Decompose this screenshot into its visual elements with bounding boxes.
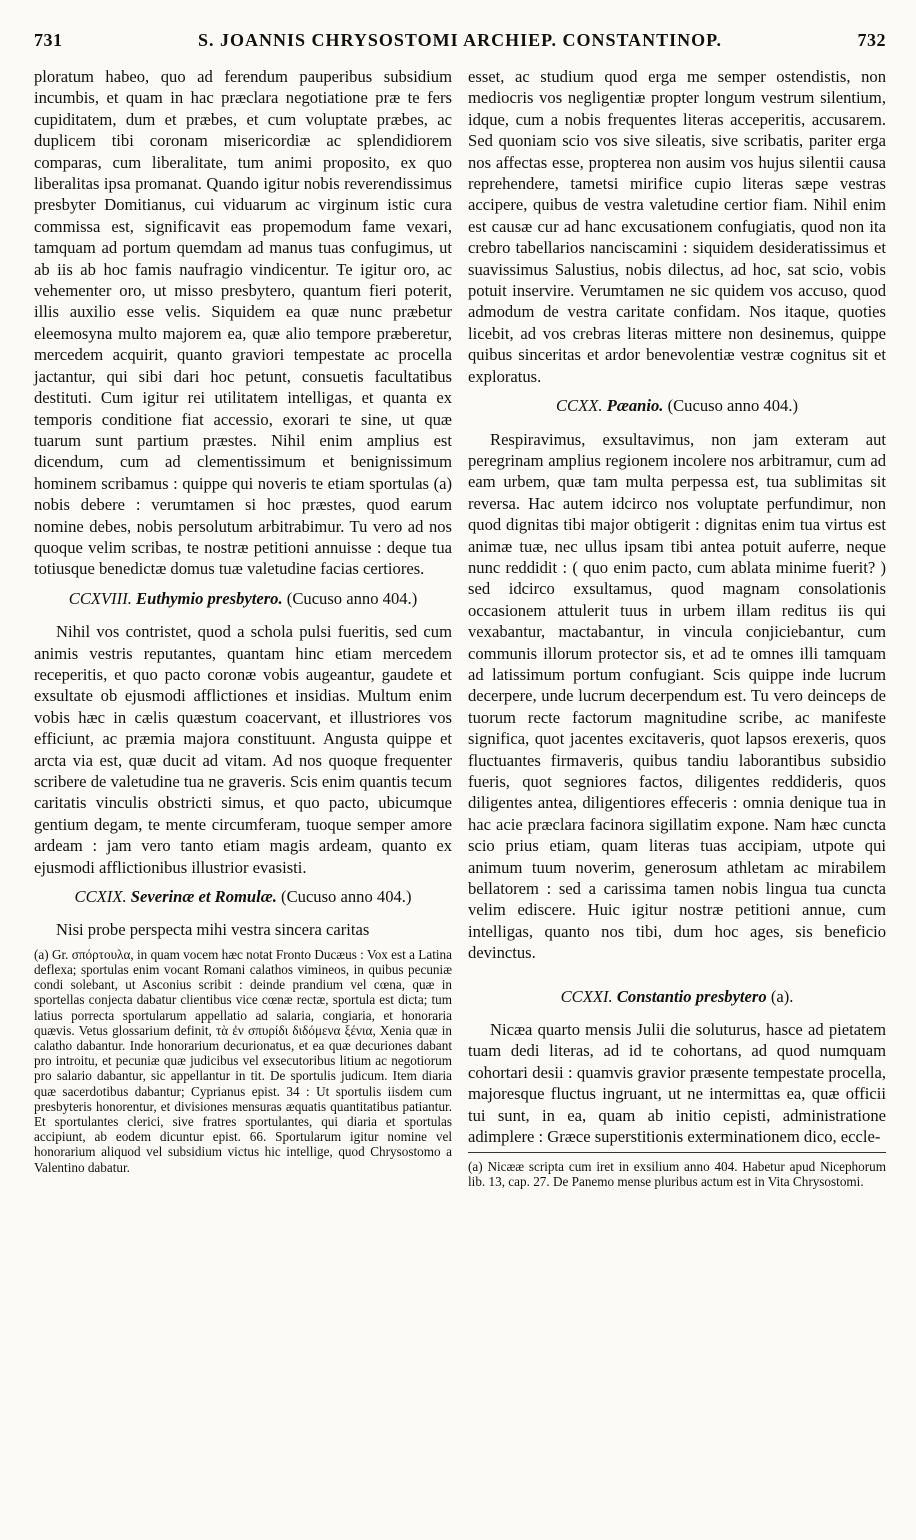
right-column bbox=[468, 66, 886, 1189]
page-number-left: 731 bbox=[34, 30, 63, 50]
page-number-right: 732 bbox=[857, 30, 886, 50]
letter-date: (Cucuso anno 404.) bbox=[286, 588, 418, 608]
letter-date: (Cucuso anno 404.) bbox=[667, 396, 798, 416]
letter-heading-ccxix bbox=[34, 886, 452, 907]
letter-heading-ccxx bbox=[468, 395, 886, 416]
letter-heading-ccxviii bbox=[34, 588, 452, 609]
letter-addressee: Euthymio presbytero. bbox=[136, 588, 283, 608]
running-title: S. JOANNIS CHRYSOSTOMI ARCHIEP. CONSTANTINOP. bbox=[198, 30, 722, 50]
letter-number: CCXXI. bbox=[560, 986, 613, 1006]
letter-body-ccxxi: Nicæa quarto mensis Julii die soluturus, hasce ad pietatem tuam dedi literas, ad id te cohortans, ad quod numquam cohortari desii : quamvis gravior præsente tempestate procella, majoresque fluctus ingruant, ut ne intermittas ea, quæ officii tui sunt, in ea, quam ab initio cepisti, administratione adimplere : Græce superstitionis exterminationem dico, eccle- bbox=[468, 1020, 886, 1147]
letter-continuation: esset, ac studium quod erga me semper ostendistis, non mediocris vos negligentiæ propter longum vestrum silentium, idque, cum a nobis frequentes literas acceperitis, accusarem. Sed quoniam scio vos sive sileatis, sive scribatis, pariter erga nos affectas esse, propterea non ausim vos hujus silentii causa reprehendere, tametsi mirifice cupio literas sæpe vestras accipere, quibus de vestra valetudine certior fiam. Nihil enim est causæ cur ad hanc excusationem confugiatis, quod non ita crebro tabellarios nanciscamini : siquidem desideratissimus et suavissimus Salustius, nobis dilectus, ad hoc, sat scio, vobis potuit inservire. Verumtamen ne sic quidem vos accuso, quod admodum de vestra caritate confidam. Nos itaque, quoties licebit, ad vos crebras literas mittere non desinemus, quippe quibus sinceritas et ardor benevolentiæ vestræ cognitus sit et exploratus. bbox=[468, 67, 886, 386]
spacer bbox=[468, 964, 886, 978]
letter-date: (a). bbox=[770, 986, 794, 1006]
letter-body-ccxviii: Nihil vos contristet, quod a schola pulsi fueritis, sed cum animis vestris reputantes, quantam hinc etiam mercedem receperitis, et quo pacto coronæ vobis augeantur, gaudete et exsultate ob ejusmodi afflictiones et insidias. Multum enim vobis hæc in cælis quæstum coacervant, et illustriores vos efficiunt, ac præmia majora constituunt. Angusta quippe et arcta via est, quæ ducit ad vitam. Ad nos quoque frequenter scribere de valetudine tua ne graveris. Scis enim quantis tecum caritatis vinculis obstricti simus, et quo pacto, ubicumque gentium degam, te mente circumferam, tuoque semper amore ardeam : jam vero tanto etiam magis ardeam, quanto ex ejusmodi afflictionibus illustrior evasisti. bbox=[34, 622, 452, 877]
left-column bbox=[34, 66, 452, 1189]
running-header bbox=[34, 30, 886, 60]
two-column-body bbox=[34, 66, 886, 1189]
footnote-rule bbox=[468, 1152, 886, 1153]
letter-addressee: Pæanio. bbox=[606, 396, 664, 416]
letter-addressee: Constantio presbytero bbox=[616, 986, 767, 1006]
letter-body-ccxix: Nisi probe perspecta mihi vestra sincera caritas bbox=[56, 920, 370, 940]
letter-body-ccxx: Respiravimus, exsultavimus, non jam exteram aut peregrinam amplius regionem incolere nos arbitramur, cum ad eam urbem, quæ tam multa perpessa est, tua sublimitas sit reversa. Hac autem idcirco nos voluptate perfundimur, non quod dignitas tibi major obtigerit : dignitas enim tua virtus est animæ tuæ, nec ullus ipsam tibi antea potuit auferre, neque nunc reddidit : ( quo enim pacto, cum ablata minime fuerit? ) sed idcirco exsultamus, quod magnam consolationis occasionem attulerit tuus in urbem illam reditus iis qui vexabantur, mactabantur, in vincula conjiciebantur, cum communis illorum protector sis, et ad te omnes illi tamquam ad latissimum portum confugiant. Scis quippe inde lucrum decerpere, unde lucrum decerpendum est. Tu vero deinceps de tuorum recte factorum magnitudine scribe, ac manifeste significa, quot jacentes excitaveris, quot lapsos erexeris, quos fluctuantes firmaveris, quibus tandiu laborantibus subsidio fueris, quot segniores factos, diligentes reddideris, quos diligentes antea, diligentiores effeceris : omnia denique tua in hac acie præclara facinora sigillatim expone. Nam hæc cuncta scio prius etiam, quam literas tuas accipiam, utpote qui animum tuum noverim, generosum athletam ac mirabilem bellatorem : sed a carissima tamen nobis lingua tua cuncta velim ediscere. Huic igitur nostræ petitioni annue, cum intelligas, quanto nos tibi, dum hoc ages, sis beneficio devinctus. bbox=[468, 429, 886, 963]
letter-date: (Cucuso anno 404.) bbox=[281, 887, 412, 907]
footnote-left: (a) Gr. σπόρτουλα, in quam vocem hæc notat Fronto Ducæus : Vox est a Latina deflexa; sportulas enim vocant Romani calathos vimineos, in quibus pecuniæ condi solebant, ut Asconius scribit : deinde prandium vel cœna, quæ in sportellas conjecta dabatur clientibus vice cœnæ rectæ, sportula est dicta; tum latius porrecta sportularum appellatio ad salaria, congiaria, et honoraria quævis. Vetus glossarium definit, τὰ ἐν σπυρίδι διδόμενα ξένια, Xenia quæ in calatho dabantur. Inde honorarium decurionatus, et ea quæ decuriones dabant pro introitu, et pecuniæ quæ judicibus vel exsecutoribus litium ac negotiorum pro salario dabantur, sic appellantur in tit. De sportulis judicum. Item diaria quæ sacerdotibus dabantur; Cyprianus epist. 34 : Ut sportulis iisdem cum presbyteris honorentur, et divisiones mensuras æquatis quantitatibus patiantur. Et sportulantes clerici, sive fratres sportulantes, qui diaria et sportulas accipiunt, ab eodem dicuntur epist. 66. Sportularum igitur nomine vel honorarium aliquod vel subsidium victus hic intellige, quod Chrysostomo a Valentino dabatur. bbox=[34, 946, 452, 1175]
letter-number: CCXIX. bbox=[74, 887, 127, 907]
letter-number: CCXX. bbox=[555, 396, 603, 416]
letter-number: CCXVIII. bbox=[68, 588, 132, 608]
letter-addressee: Severinæ et Romulæ. bbox=[130, 887, 277, 907]
footnote-right: (a) Nicææ scripta cum iret in exsilium anno 404. Habetur apud Nicephorum lib. 13, cap. 27. De Panemo mense pluribus actum est in Vita Chrysostomi. bbox=[468, 1158, 886, 1189]
letter-continuation: ploratum habeo, quo ad ferendum pauperibus subsidium incumbis, et quam in hac præclara negotiatione præ te fers cupiditatem, dum et præbes, et cum voluptate præbes, ac duplicem tibi coronam misericordiæ ac splendidiorem comparas, cum liberalitate, tum animi proposito, ex quo liberalitas ipsa promanat. Quando igitur nobis reverendissimus presbyter Domitianus, cui viduarum ac virginum istic cura commissa est, significavit eas propemodum fame vexari, tamquam ad portum quemdam ad manus tuas confugimus, ut ab iis ab hoc famis naufragio vindicentur. Te igitur oro, ac vehementer oro, ut misso presbytero, quantum fieri poterit, illis auxilio esse velis. Siquidem ea quæ nunc præbetur eleemosyna multo majorem ea, quæ alio tempore præberetur, mercedem acquirit, quanto graviori tempestate ac procella jactantur, qui sibi dari hoc petunt, consuetis facultatibus destituti. Cum igitur rei utilitatem intelligas, et quanta ex temporis conditione fiat accessio, exorari te sine, ut quæ tuarum sunt partium præstes. Nihil enim amplius est dicendum, cum ad clementissimum et benignissimum hominem scribamus : quippe qui noveris te etiam sportulas (a) nobis debere : verumtamen si hoc præstes, quod earum nomine debes, nobis persolutum arbitrabimur. Tu vero ad nos quoque velim scribas, te nostræ petitioni annuisse : deque tua totiusque benedictæ domus tuæ valetudine facias certiores. bbox=[34, 67, 452, 579]
letter-heading-ccxxi bbox=[468, 986, 886, 1007]
